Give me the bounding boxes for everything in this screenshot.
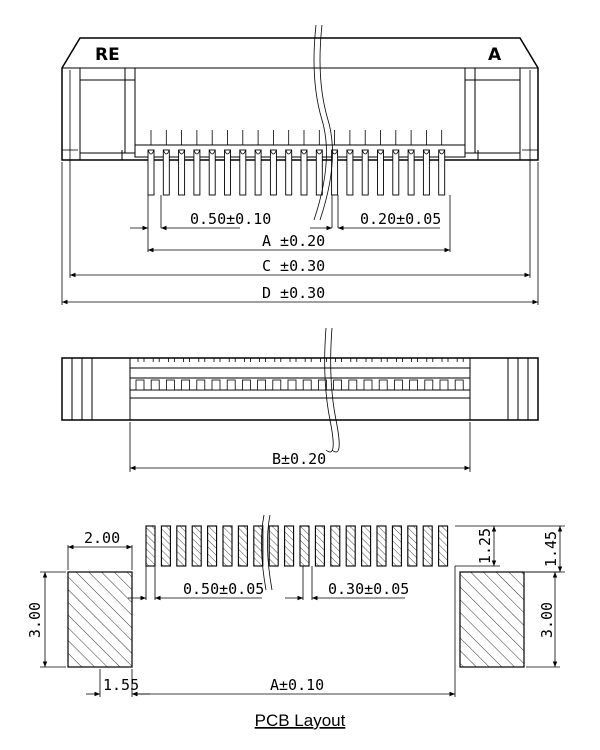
top-pin <box>194 150 200 195</box>
side-pin <box>227 380 235 390</box>
top-pin <box>179 150 185 195</box>
top-view <box>62 25 538 305</box>
top-pin <box>240 150 246 195</box>
pcb-pad <box>439 526 448 566</box>
side-pin <box>212 380 220 390</box>
pcb-pad <box>423 526 432 566</box>
dim-right-height: 3.00 <box>538 601 556 639</box>
top-pin <box>270 150 276 195</box>
dim-c-top: C ±0.30 <box>262 257 326 275</box>
side-pin <box>334 380 342 390</box>
pcb-pads <box>146 526 448 566</box>
top-pin <box>286 150 292 195</box>
side-pin <box>242 380 250 390</box>
side-pin <box>197 380 205 390</box>
pcb-pad <box>208 526 217 566</box>
pcb-pad <box>238 526 247 566</box>
top-pin <box>362 150 368 195</box>
dim-left-height: 3.00 <box>26 601 44 639</box>
pcb-pad <box>408 526 417 566</box>
top-pin <box>255 150 261 195</box>
pcb-pad <box>346 526 355 566</box>
pcb-pad <box>161 526 170 566</box>
label-a: A <box>488 45 502 65</box>
housing-outline <box>62 38 538 160</box>
dim-d-top: D ±0.30 <box>262 284 326 302</box>
side-pin <box>288 380 296 390</box>
left-pad <box>68 572 132 667</box>
side-pin <box>394 380 402 390</box>
pcb-layout-caption: PCB Layout <box>254 711 346 730</box>
top-pin <box>316 150 322 195</box>
dim-b-side: B±0.20 <box>272 450 327 468</box>
top-pin <box>408 150 414 195</box>
top-pin <box>163 150 169 195</box>
top-pin <box>148 150 154 195</box>
side-pin <box>440 380 448 390</box>
side-pin <box>136 380 144 390</box>
pcb-pad <box>146 526 155 566</box>
pcb-pad <box>392 526 401 566</box>
label-re: RE <box>95 45 120 65</box>
side-pin <box>455 380 463 390</box>
side-pin <box>364 380 372 390</box>
side-pin <box>151 380 159 390</box>
dim-pin-width-top: 0.20±0.05 <box>360 210 442 228</box>
dim-pitch-top: 0.50±0.10 <box>190 210 272 228</box>
side-pin <box>410 380 418 390</box>
pcb-pad <box>331 526 340 566</box>
right-pad <box>460 572 524 667</box>
dim-a-pcb: A±0.10 <box>270 676 325 694</box>
pcb-layout <box>26 515 565 730</box>
side-view <box>62 328 538 472</box>
top-pin <box>393 150 399 195</box>
pcb-pad <box>300 526 309 566</box>
pcb-pad <box>223 526 232 566</box>
top-pin <box>209 150 215 195</box>
pcb-pad <box>177 526 186 566</box>
top-pin <box>225 150 231 195</box>
pcb-pad <box>362 526 371 566</box>
dim-tab-width: 2.00 <box>84 529 121 547</box>
top-pin <box>347 150 353 195</box>
side-pins <box>136 358 463 390</box>
top-pin <box>301 150 307 195</box>
side-pin <box>425 380 433 390</box>
side-pin <box>379 380 387 390</box>
pcb-pad <box>285 526 294 566</box>
top-pin <box>423 150 429 195</box>
side-pin <box>258 380 266 390</box>
dim-offset: 1.55 <box>103 676 140 694</box>
dim-a-top: A ±0.20 <box>262 232 326 250</box>
top-pin <box>378 150 384 195</box>
side-pin <box>166 380 174 390</box>
side-pin <box>349 380 357 390</box>
dim-pad-height: 1.25 <box>476 527 494 565</box>
pcb-pad <box>192 526 201 566</box>
side-pin <box>182 380 190 390</box>
pcb-pad <box>269 526 278 566</box>
pcb-pad <box>315 526 324 566</box>
dim-total-height: 1.45 <box>542 530 560 568</box>
side-pin <box>303 380 311 390</box>
side-pin <box>273 380 281 390</box>
dim-pitch-pcb: 0.50±0.05 <box>183 580 265 598</box>
dim-pad-width-pcb: 0.30±0.05 <box>328 580 410 598</box>
top-pins <box>148 130 445 195</box>
pcb-pad <box>377 526 386 566</box>
top-pin <box>439 150 445 195</box>
